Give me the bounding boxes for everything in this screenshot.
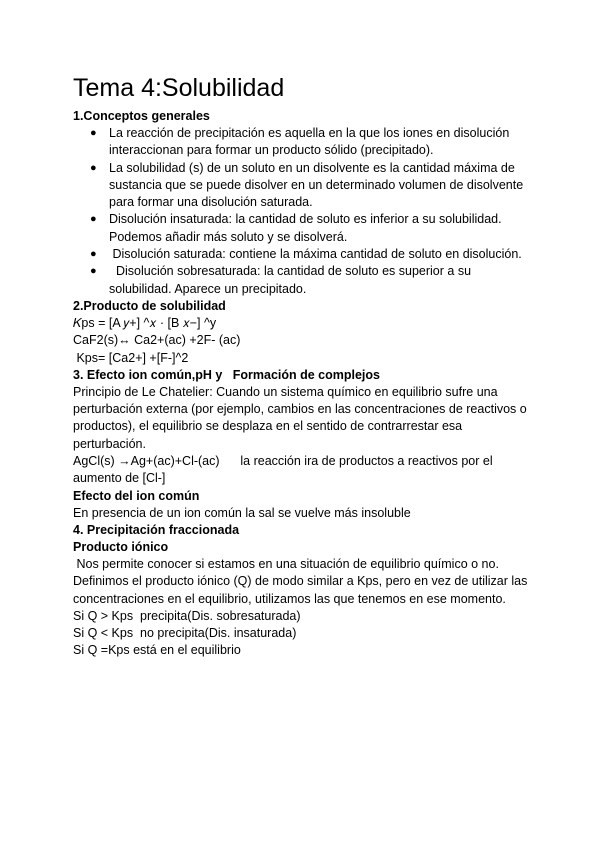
- list-item-text: La solubilidad (s) de un soluto en un disolvente es la cantidad máxima de sustancia que se puede disolver en un determinado volumen de disolvente para formar una disolución saturada.: [109, 160, 524, 210]
- bullet-icon: ●: [90, 127, 97, 139]
- list-item: [73, 125, 533, 160]
- document-page: [73, 70, 533, 660]
- bullet-icon: ●: [90, 248, 97, 261]
- q-equal-line: Si Q =Kps está en el equilibrio: [73, 643, 241, 658]
- bullet-icon: ●: [90, 213, 97, 226]
- conceptos-list: [73, 125, 533, 298]
- list-item-text: Disolución sobresaturada: la cantidad de soluto es superior a su solubilidad. Aparece un precipitado.: [109, 264, 475, 296]
- subheading-efecto-ion-comun: Efecto del ion común: [73, 488, 200, 503]
- q-greater-line: Si Q > Kps precipita(Dis. sobresaturada): [73, 608, 301, 623]
- page-title: Tema 4:Solubilidad: [73, 74, 285, 102]
- list-item-text: Disolución saturada: contiene la máxima cantidad de soluto en disolución.: [109, 247, 522, 262]
- agcl-reaction-paragraph: AgCl(s) →Ag+(ac)+Cl-(ac) la reacción ira de productos a reactivos por el aumento de [Cl-]: [73, 454, 497, 486]
- list-item-text: Disolución insaturada: la cantidad de soluto es inferior a su solubilidad. Podemos añadir más soluto y se disolverá.: [109, 212, 502, 244]
- list-item-text: La reacción de precipitación es aquella en la que los iones en disolución interaccionan para formar un producto sólido (precipitado).: [109, 126, 510, 158]
- ion-comun-paragraph: En presencia de un ion común la sal se vuelve más insoluble: [73, 505, 411, 520]
- producto-ionico-paragraph: Nos permite conocer si estamos en una situación de equilibrio químico o no. Definimos el producto iónico (Q) de modo similar a Kps, pero en vez de utilizar las concentraciones en el equilibrio, utilizamos las que tenemos en ese momento.: [73, 556, 531, 606]
- list-item: [73, 246, 533, 263]
- subheading-producto-ionico: Producto iónico: [73, 539, 169, 554]
- section-heading-conceptos: 1.Conceptos generales: [73, 109, 210, 123]
- bullet-icon: ●: [90, 161, 97, 174]
- kps-formula: 𝐾ps = [A 𝑦+] ^𝑥 · [B 𝑥−] ^y: [73, 315, 217, 330]
- section-heading-precipitacion-fraccionada: 4. Precipitación fraccionada: [73, 522, 240, 537]
- section-heading-efecto-ion-comun: 3. Efecto ion común,pH y Formación de complejos: [73, 367, 380, 382]
- kps-caf2-expression: Kps= [Ca2+] +[F-]^2: [73, 350, 189, 365]
- list-item: [73, 160, 533, 212]
- list-item: [73, 263, 533, 298]
- caf2-equation: CaF2(s)↔ Ca2+(ac) +2F- (ac): [73, 333, 241, 348]
- section-heading-producto-solubilidad: 2.Producto de solubilidad: [73, 298, 226, 313]
- list-item: [73, 211, 533, 246]
- le-chatelier-paragraph: Principio de Le Chatelier: Cuando un sistema químico en equilibrio sufre una perturbación externa (por ejemplo, cambios en las concentraciones de reactivos o productos), el equilibrio se desplaza en el sentido de contrarrestar esa perturbación.: [73, 384, 527, 451]
- bullet-icon: ●: [90, 265, 97, 278]
- q-less-line: Si Q < Kps no precipita(Dis. insaturada): [73, 626, 297, 641]
